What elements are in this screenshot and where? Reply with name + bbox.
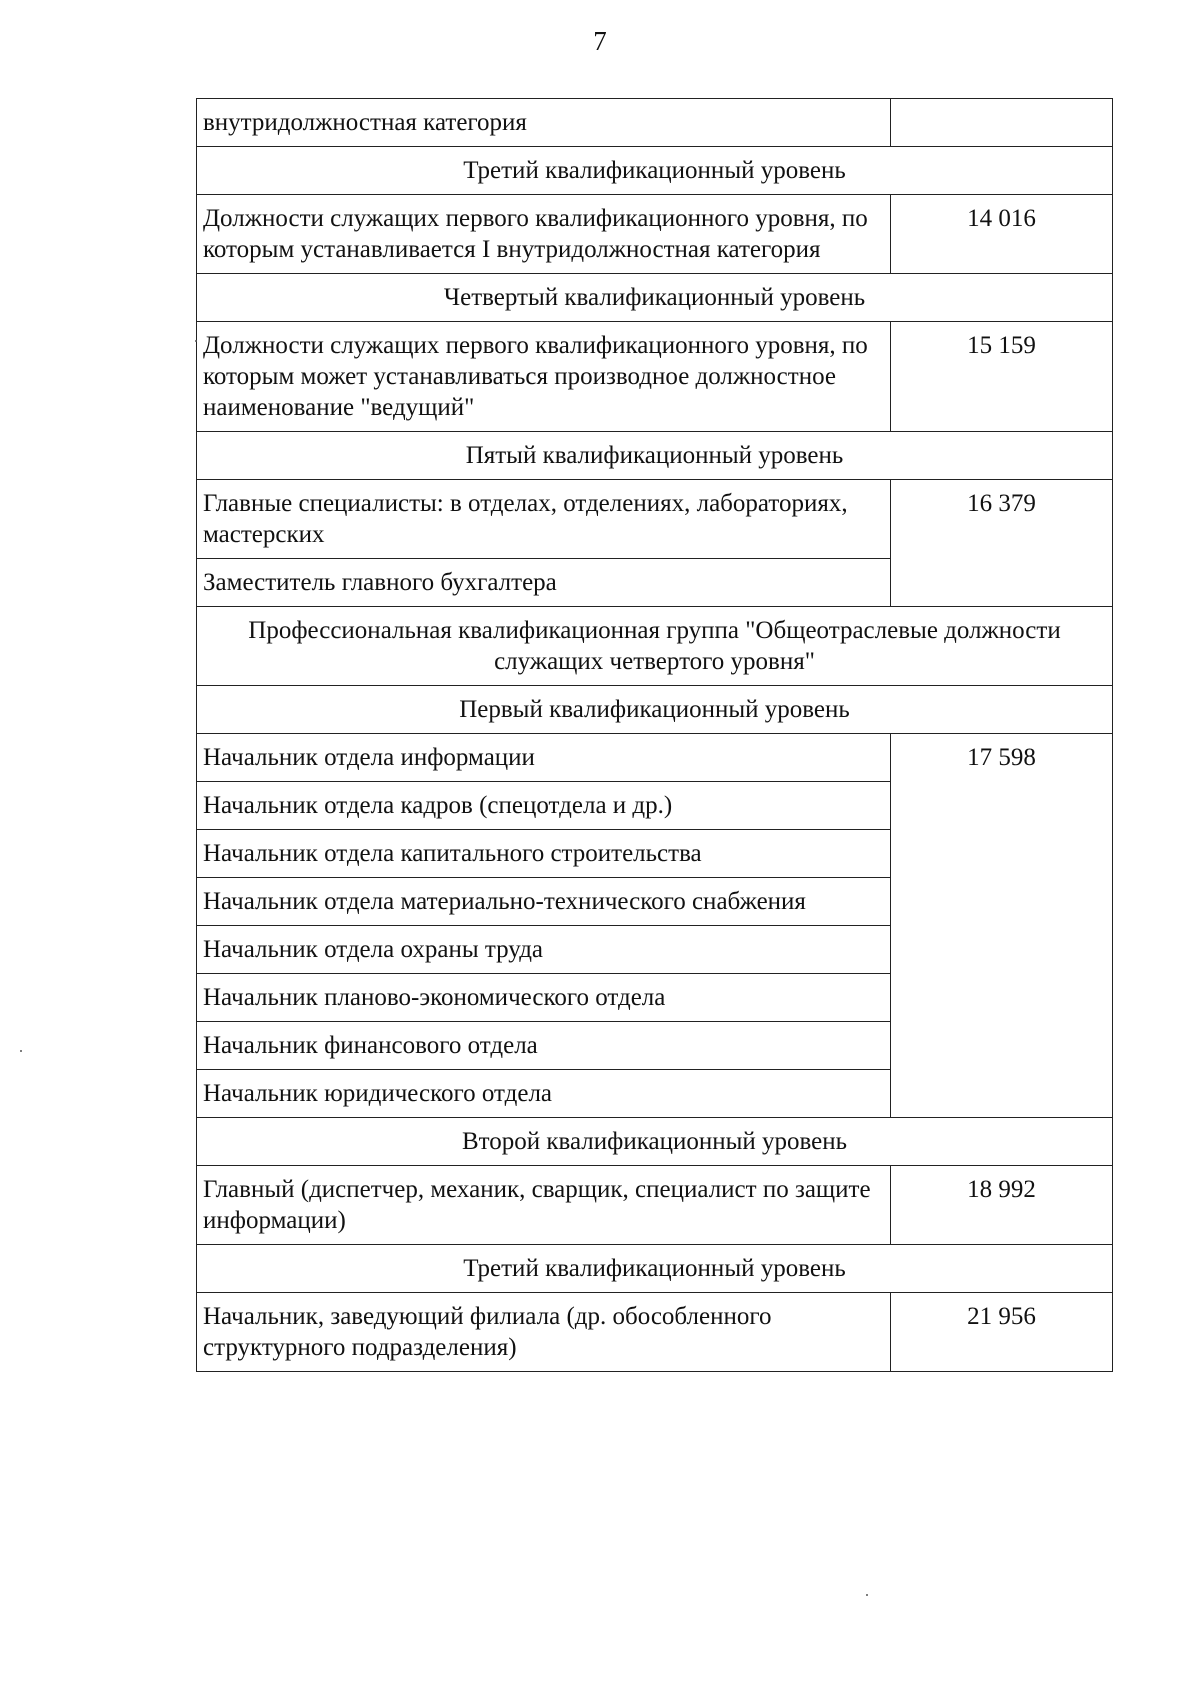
level-row [197,147,1113,195]
position-name: Начальник отдела материально-технического снабжения [197,878,891,926]
scan-speck [20,1050,22,1052]
scan-speck [195,340,197,342]
level-heading: Третий квалификационный уровень [197,1245,1113,1293]
salary-value: 14 016 [891,195,1113,274]
table-row [197,99,1113,147]
salary-value [891,99,1113,147]
table-row [197,322,1113,432]
table-row [197,734,1113,782]
position-name: Начальник отдела охраны труда [197,926,891,974]
table-row [197,1293,1113,1372]
level-heading: Третий квалификационный уровень [197,147,1113,195]
position-name: Должности служащих первого квалификационного уровня, по которым может устанавливаться производное должностное наименование "ведущий" [197,322,891,432]
page-number: 7 [593,26,607,56]
position-name: Начальник отдела капитального строительства [197,830,891,878]
position-name: Начальник финансового отдела [197,1022,891,1070]
level-row [197,686,1113,734]
position-name: Должности служащих первого квалификационного уровня, по которым устанавливается I внутридолжностная категория [197,195,891,274]
salary-value: 15 159 [891,322,1113,432]
position-name: Главный (диспетчер, механик, сварщик, специалист по защите информации) [197,1166,891,1245]
position-name: Начальник, заведующий филиала (др. обособленного структурного подразделения) [197,1293,891,1372]
table-row [197,1166,1113,1245]
level-row [197,1118,1113,1166]
level-heading: Первый квалификационный уровень [197,686,1113,734]
position-name: Главные специалисты: в отделах, отделениях, лабораториях, мастерских [197,480,891,559]
position-name: внутридолжностная категория [197,99,891,147]
salary-value: 18 992 [891,1166,1113,1245]
position-name: Начальник планово-экономического отдела [197,974,891,1022]
level-row [197,432,1113,480]
table-row [197,195,1113,274]
group-heading: Профессиональная квалификационная группа "Общеотраслевые должности служащих четвертого уровня" [197,607,1113,686]
level-row [197,1245,1113,1293]
scan-speck [866,1594,868,1596]
salary-value: 17 598 [891,734,1113,1118]
level-heading: Пятый квалификационный уровень [197,432,1113,480]
position-name: Начальник отдела кадров (спецотдела и др.) [197,782,891,830]
position-name: Начальник отдела информации [197,734,891,782]
position-name: Заместитель главного бухгалтера [197,559,891,607]
level-row [197,274,1113,322]
table-row [197,480,1113,559]
level-heading: Четвертый квалификационный уровень [197,274,1113,322]
salary-value: 16 379 [891,480,1113,607]
level-heading: Второй квалификационный уровень [197,1118,1113,1166]
salary-value: 21 956 [891,1293,1113,1372]
salary-table [196,98,1113,1372]
position-name: Начальник юридического отдела [197,1070,891,1118]
group-row [197,607,1113,686]
